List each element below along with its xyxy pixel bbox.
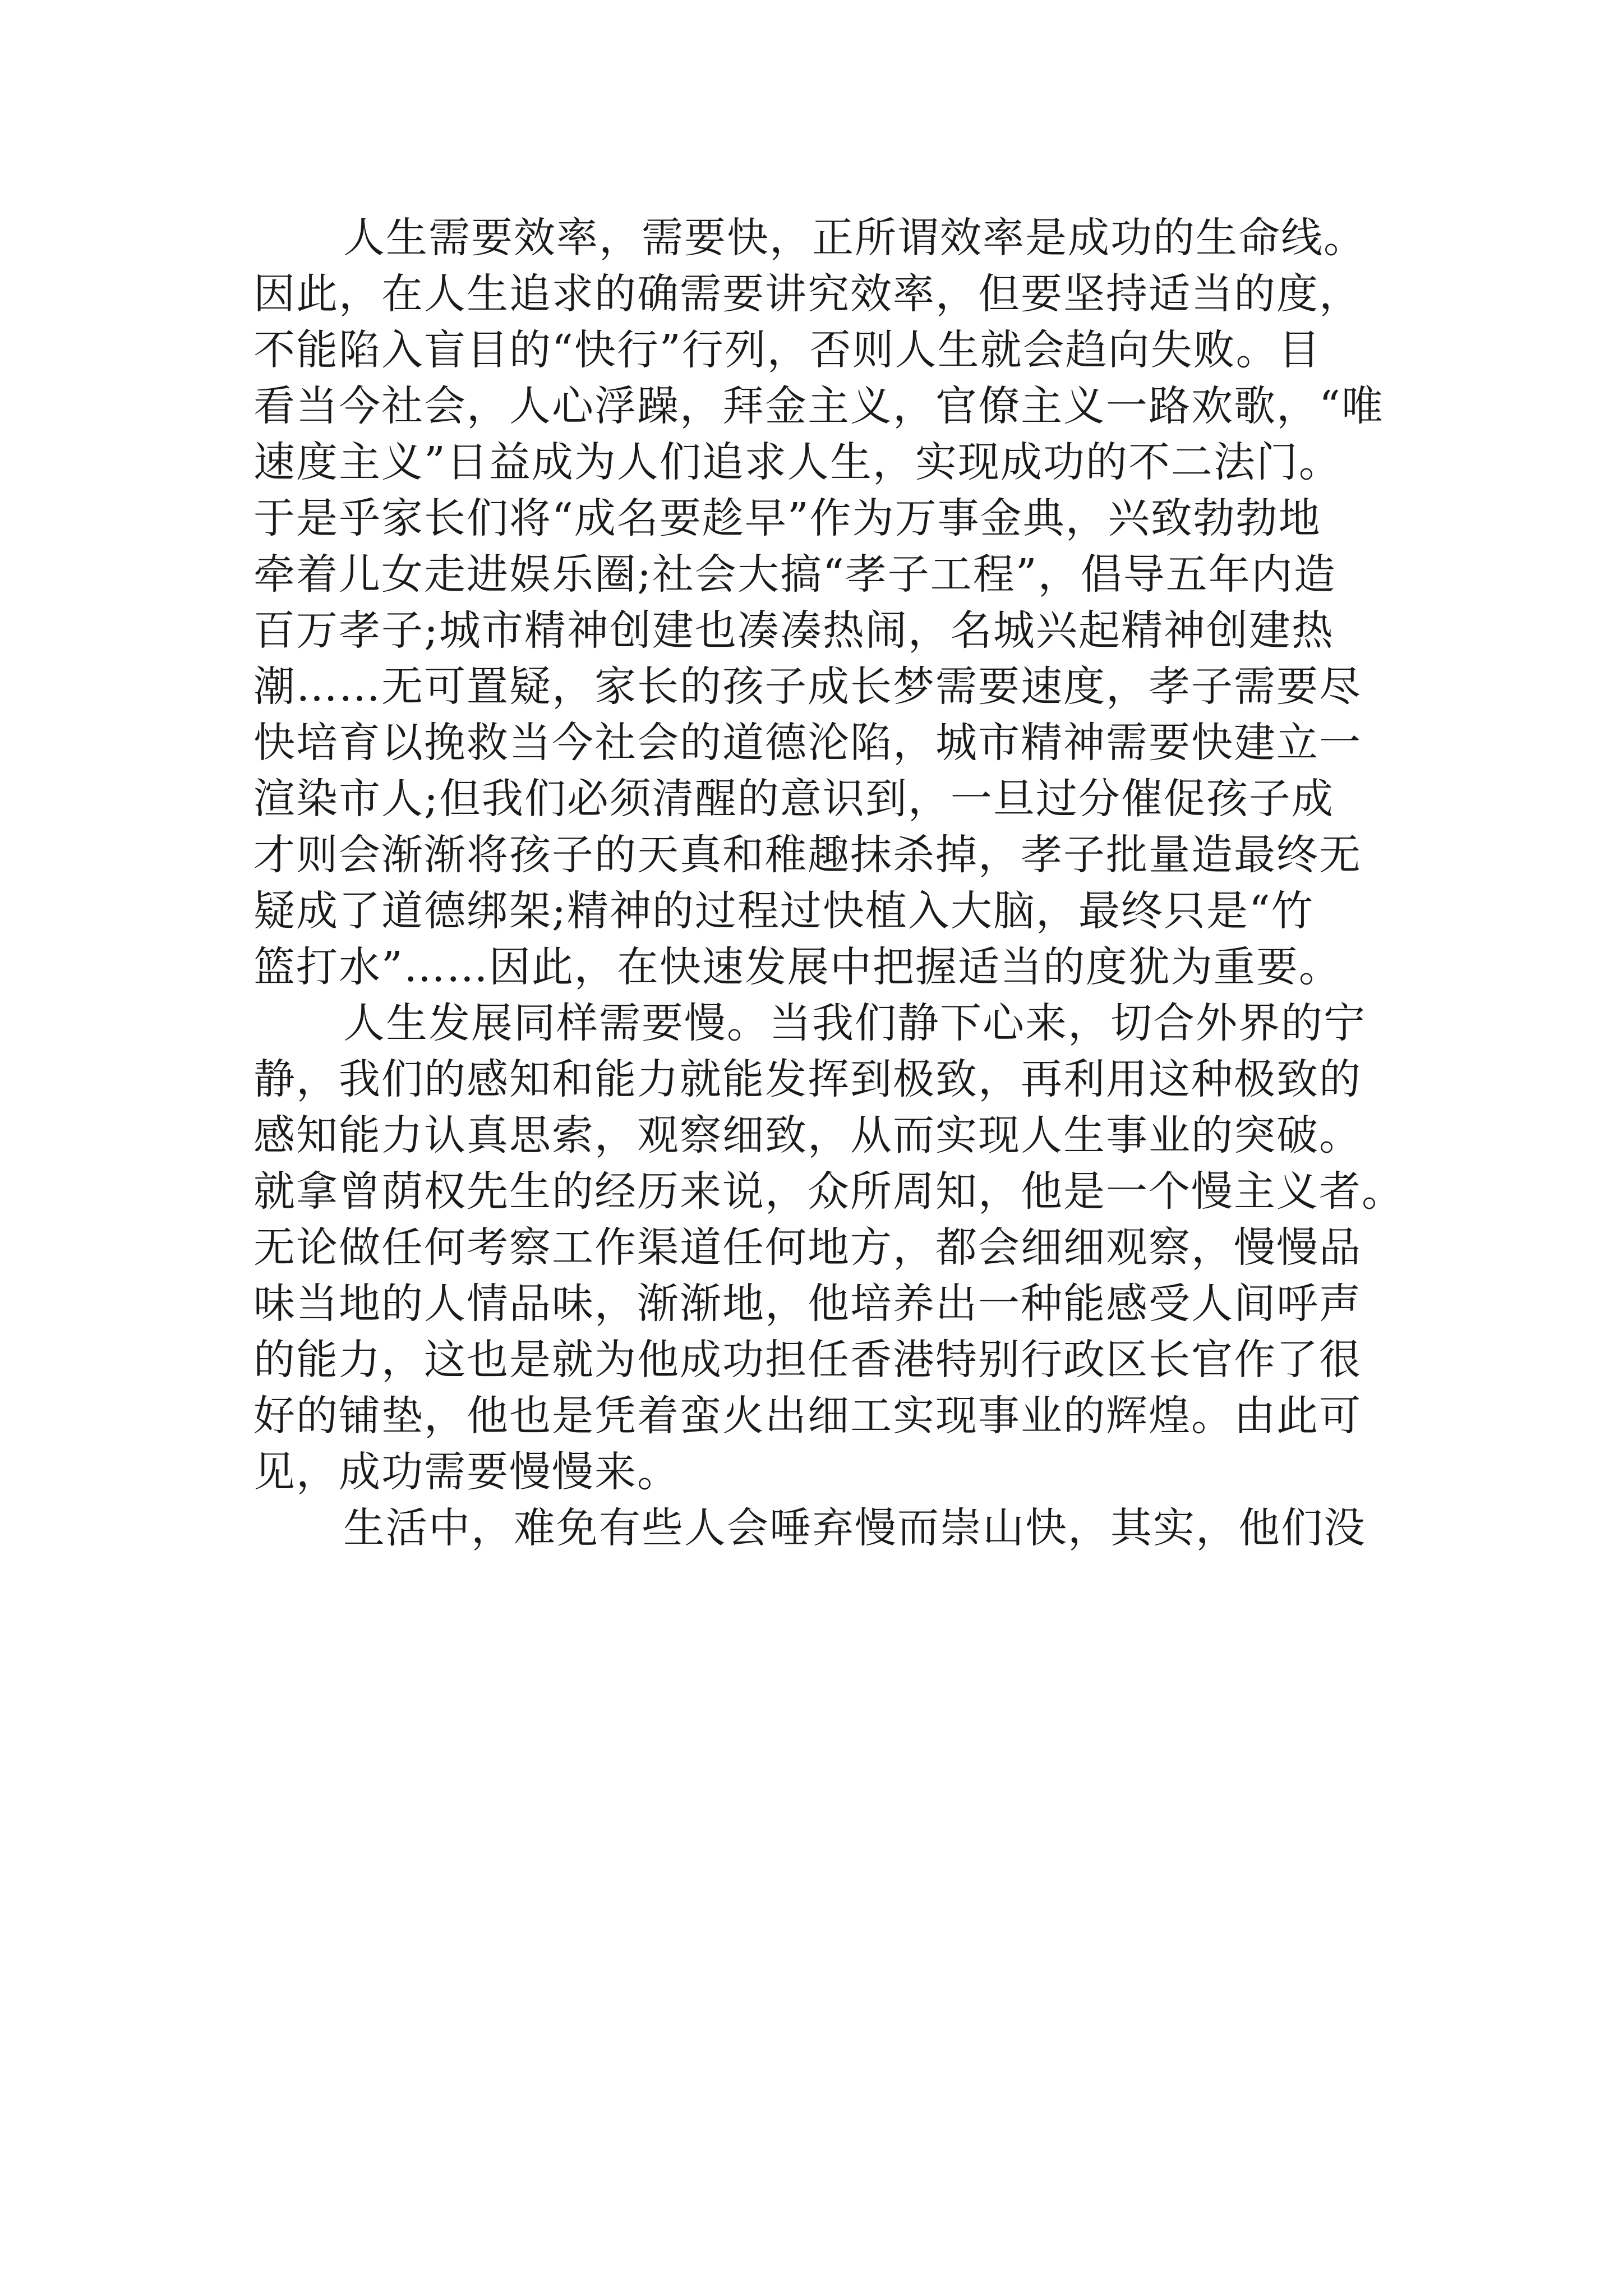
paragraph-1-line-9: 潮……无可置疑，家长的孩子成长梦需要速度，孝子需要尽: [253, 662, 1362, 711]
paragraph-1-line-2: 因此，在人生追求的确需要讲究效率，但要坚持适当的度，: [253, 270, 1362, 318]
paragraph-2-line-5: 无论做任何考察工作渠道任何地方，都会细细观察，慢慢品: [253, 1223, 1362, 1272]
paragraph-2-line-4: 就拿曾荫权先生的经历来说，众所周知，他是一个慢主义者。: [253, 1167, 1404, 1216]
paragraph-1-line-10: 快培育以挽救当今社会的道德沦陷，城市精神需要快建立一: [253, 719, 1362, 767]
paragraph-1-line-1: 人生需要效率，需要快，正所谓效率是成功的生命线。: [343, 214, 1366, 262]
paragraph-1-line-12: 才则会渐渐将孩子的天真和稚趣抹杀掉，孝子批量造最终无: [253, 831, 1362, 879]
paragraph-2-line-2: 静，我们的感知和能力就能发挥到极致，再利用这种极致的: [253, 1055, 1362, 1103]
paragraph-1-line-3: 不能陷入盲目的“快行”行列，否则人生就会趋向失败。目: [253, 326, 1321, 374]
paragraph-1-line-5: 速度主义”日益成为人们追求人生，实现成功的不二法门。: [253, 438, 1341, 486]
paragraph-1-line-4: 看当今社会，人心浮躁，拜金主义，官僚主义一路欢歌，“唯: [253, 382, 1384, 430]
paragraph-1-line-8: 百万孝子;城市精神创建也凑凑热闹，名城兴起精神创建热: [253, 606, 1334, 655]
paragraph-2-line-6: 味当地的人情品味，渐渐地，他培养出一种能感受人间呼声: [253, 1280, 1362, 1328]
paragraph-1-line-6: 于是乎家长们将“成名要趁早”作为万事金典，兴致勃勃地: [253, 494, 1321, 542]
paragraph-2-line-3: 感知能力认真思索，观察细致，从而实现人生事业的突破。: [253, 1111, 1362, 1159]
paragraph-3-line-1: 生活中，难免有些人会唾弃慢而崇山快，其实，他们没: [343, 1504, 1366, 1552]
paragraph-2-line-9: 见，成功需要慢慢来。: [253, 1448, 680, 1496]
paragraph-1-line-11: 渲染市人;但我们必须清醒的意识到，一旦过分催促孩子成: [253, 775, 1334, 823]
paragraph-2-line-1: 人生发展同样需要慢。当我们静下心来，切合外界的宁: [343, 999, 1366, 1047]
paragraph-2-line-7: 的能力，这也是就为他成功担任香港特别行政区长官作了很: [253, 1336, 1362, 1384]
essay-body: [253, 210, 1403, 1556]
paragraph-1-line-7: 牵着儿女走进娱乐圈;社会大搞“孝子工程”，倡导五年内造: [253, 550, 1336, 599]
paragraph-2-line-8: 好的铺垫，他也是凭着蛮火出细工实现事业的辉煌。由此可: [253, 1392, 1362, 1440]
paragraph-1-line-13: 疑成了道德绑架;精神的过程过快植入大脑，最终只是“竹: [253, 887, 1314, 935]
paragraph-1-line-14: 篮打水”……因此，在快速发展中把握适当的度犹为重要。: [253, 943, 1341, 991]
